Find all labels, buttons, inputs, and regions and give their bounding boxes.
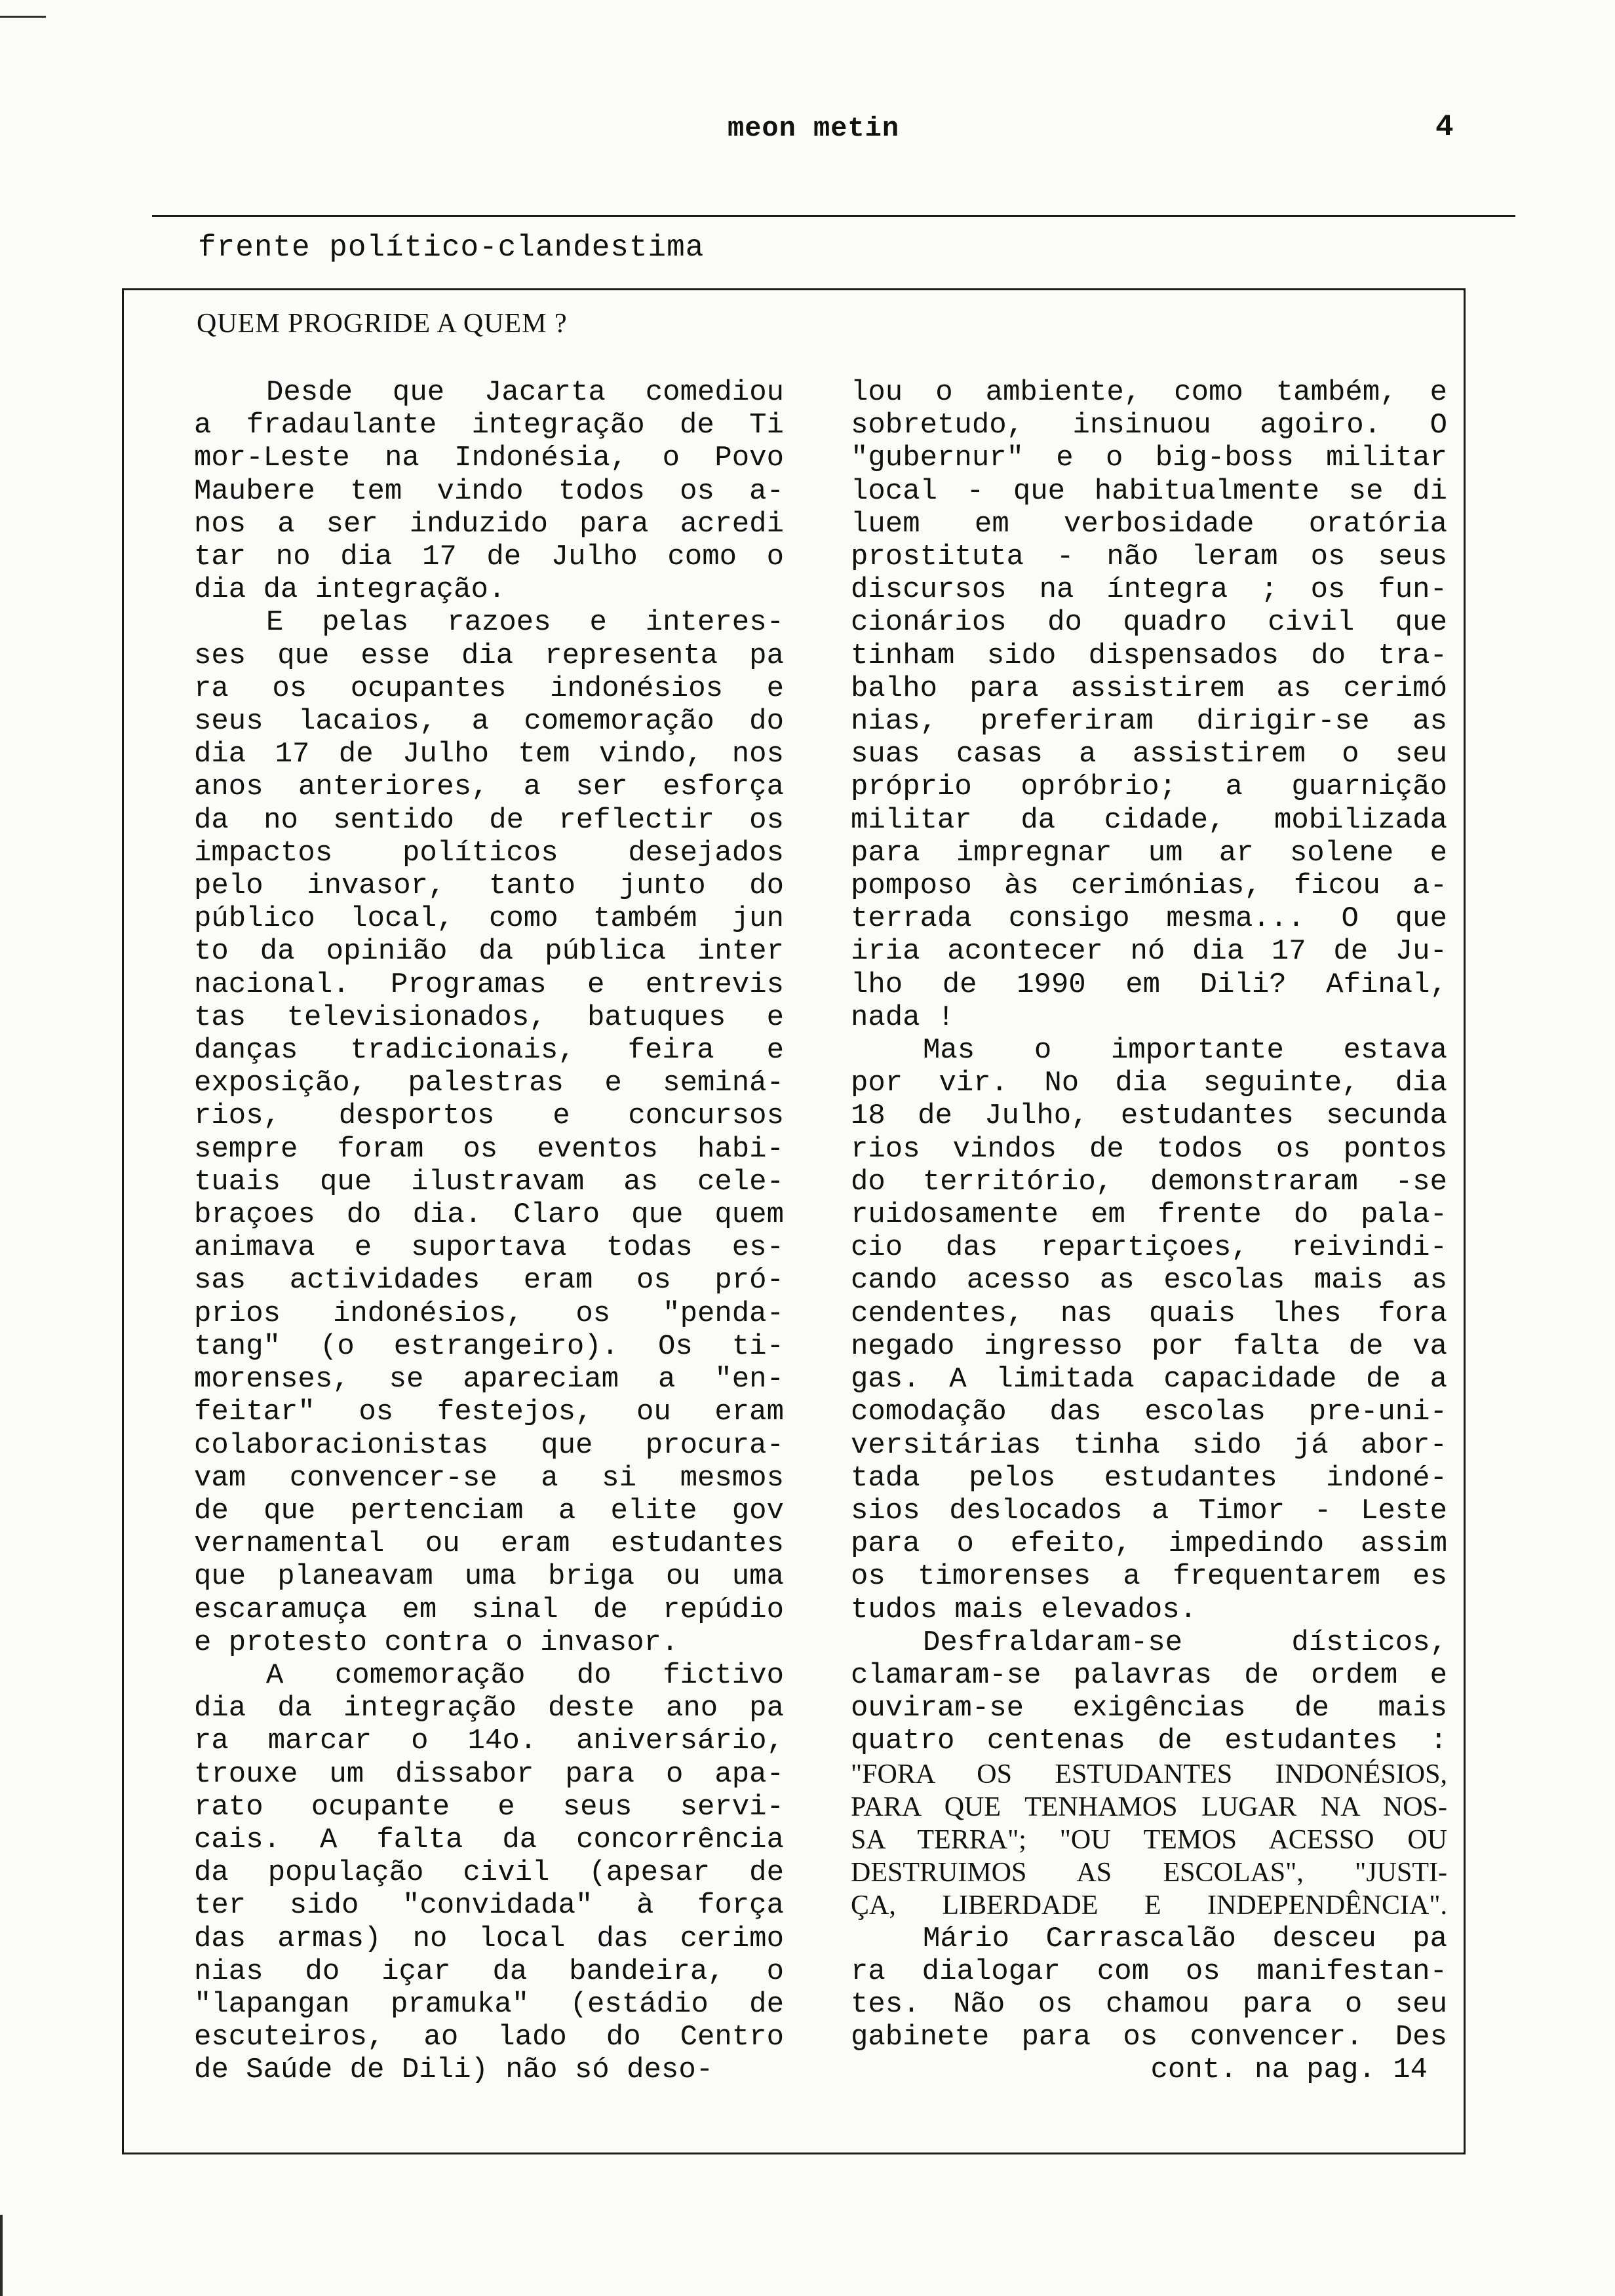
right-column-line: lou o ambiente, como também, e [851,376,1447,409]
right-column-line: negado ingresso por falta de va [851,1330,1447,1363]
right-column-line: por vir. No dia seguinte, dia [851,1067,1447,1100]
right-column-line: para o efeito, impedindo assim [851,1527,1447,1561]
right-column-line: ouviram-se exigências de mais [851,1692,1447,1725]
right-column-line: tes. Não os chamou para o seu [851,1987,1447,2021]
right-column-line: iria acontecer nó dia 17 de Ju- [851,935,1447,968]
left-column-line: nias do içar da bandeira, o [194,1955,784,1988]
left-column-line: escuteiros, ao lado do Centro [194,2021,784,2054]
right-column-line: Desfraldaram-se dísticos, [923,1626,1447,1659]
left-column-line: A comemoração do fictivo [266,1658,784,1692]
right-column-line: cont. na pag. 14 [1150,2054,1428,2087]
left-column-line: prios indonésios, os "penda- [194,1297,784,1330]
left-column-line: tuais que ilustravam as cele- [194,1165,784,1198]
left-column-line: morenses, se apareciam a "en- [194,1363,784,1396]
left-column-line: ter sido "convidada" à força [194,1889,784,1923]
left-column-line: tar no dia 17 de Julho como o [194,541,784,574]
left-column-line: cais. A falta da concorrência [194,1823,784,1856]
section-title: frente político-clandestima [198,231,705,265]
right-column-line: nias, preferiram dirigir-se as [851,705,1447,738]
left-column-line: nacional. Programas e entrevis [194,968,784,1001]
right-column-line: gas. A limitada capacidade de a [851,1363,1447,1396]
left-column-line: E pelas razoes e interes- [266,606,784,640]
left-column-line: tang" (o estrangeiro). Os ti- [194,1330,784,1363]
left-column-line: ra marcar o 14o. aniversário, [194,1725,784,1758]
left-column-line: animava e suportava todas es- [194,1231,784,1265]
right-column-line: tada pelos estudantes indoné- [851,1461,1447,1495]
right-column-line: Mas o importante estava [923,1034,1447,1067]
right-column-line: cio das repartiçoes, reivindi- [851,1231,1447,1265]
right-column-line: militar da cidade, mobilizada [851,803,1447,837]
left-column-line: braçoes do dia. Claro que quem [194,1198,784,1232]
page-number: 4 [1435,110,1454,144]
left-column-line: ses que esse dia representa pa [194,639,784,672]
header-divider [152,215,1515,217]
left-column-line: to da opinião da pública inter [194,935,784,968]
left-column-line: mor-Leste na Indonésia, o Povo [194,442,784,475]
right-column-line: gabinete para os convencer. Des [851,2021,1447,2054]
left-column-line: seus lacaios, a comemoração do [194,705,784,738]
left-column-line: Desde que Jacarta comediou [266,376,784,409]
right-column-line: versitárias tinha sido já abor- [851,1428,1447,1462]
right-column-line: lho de 1990 em Dili? Afinal, [851,968,1447,1001]
right-column-line: Mário Carrascalão desceu pa [923,1922,1447,1955]
right-column-line: ra dialogar com os manifestan- [851,1955,1447,1988]
right-column-line: cionários do quadro civil que [851,606,1447,640]
article-headline: QUEM PROGRIDE A QUEM ? [197,309,568,339]
right-column-line: tudos mais elevados. [851,1593,1197,1626]
left-column-line: exposição, palestras e seminá- [194,1067,784,1100]
right-column-line: ruidosamente em frente do pala- [851,1198,1447,1232]
left-column-line: da no sentido de reflectir os [194,803,784,837]
right-column-line: suas casas a assistirem o seu [851,738,1447,771]
left-column-line: anos anteriores, a ser esforça [194,771,784,804]
left-column-line: dia 17 de Julho tem vindo, nos [194,738,784,771]
left-column-line: ra os ocupantes indonésios e [194,672,784,705]
left-column-line: a fradaulante integração de Ti [194,409,784,442]
right-column-line: comodação das escolas pre-uni- [851,1396,1447,1429]
left-column-line: e protesto contra o invasor. [194,1626,679,1659]
left-column-line: dia da integração. [194,573,506,607]
left-column-line: Maubere tem vindo todos os a- [194,474,784,508]
right-column-line: PARA QUE TENHAMOS LUGAR NA NOS- [851,1791,1447,1822]
left-column-line: danças tradicionais, feira e [194,1034,784,1067]
article-right-column [851,376,1447,2087]
left-column-line: de Saúde de Dili) não só deso- [194,2054,714,2087]
right-column-line: para impregnar um ar solene e [851,836,1447,870]
right-column-line: SA TERRA"; "OU TEMOS ACESSO OU [851,1824,1447,1855]
right-column-line: sobretudo, insinuou agoiro. O [851,409,1447,442]
right-column-line: terrada consigo mesma... O que [851,902,1447,936]
left-column-line: pelo invasor, tanto junto do [194,870,784,903]
left-column-line: feitar" os festejos, ou eram [194,1396,784,1429]
right-column-line: prostituta - não leram os seus [851,541,1447,574]
left-column-line: "lapangan pramuka" (estádio de [194,1987,784,2021]
right-column-line: sios deslocados a Timor - Leste [851,1494,1447,1527]
right-column-line: os timorenses a frequentarem es [851,1560,1447,1594]
right-column-line: clamaram-se palavras de ordem e [851,1658,1447,1692]
left-column-line: rios, desportos e concursos [194,1100,784,1133]
right-column-line: balho para assistirem as cerimó [851,672,1447,705]
left-column-line: sempre foram os eventos habi- [194,1132,784,1166]
left-column-line: vam convencer-se a si mesmos [194,1461,784,1495]
right-column-line: discursos na íntegra ; os fun- [851,573,1447,607]
left-column-line: dia da integração deste ano pa [194,1692,784,1725]
left-column-line: das armas) no local das cerimo [194,1922,784,1955]
right-column-line: cendentes, nas quais lhes fora [851,1297,1447,1330]
left-column-line: impactos políticos desejados [194,836,784,870]
right-column-line: luem em verbosidade oratória [851,507,1447,541]
right-column-line: DESTRUIMOS AS ESCOLAS", "JUSTI- [851,1858,1447,1888]
left-column-line: nos a ser induzido para acredi [194,507,784,541]
left-column-line: sas actividades eram os pró- [194,1264,784,1297]
left-column-line: rato ocupante e seus servi- [194,1790,784,1824]
right-column-line: próprio opróbrio; a guarnição [851,771,1447,804]
left-column-line: da população civil (apesar de [194,1856,784,1890]
right-column-line: rios vindos de todos os pontos [851,1132,1447,1166]
left-column-line: tas televisionados, batuques e [194,1001,784,1034]
article-left-column [194,376,784,2087]
right-column-line: local - que habitualmente se di [851,474,1447,508]
right-column-line: tinham sido dispensados do tra- [851,639,1447,672]
scan-mark-top-left [0,16,46,18]
right-column-line: "gubernur" e o big-boss militar [851,442,1447,475]
right-column-line: quatro centenas de estudantes : [851,1725,1447,1758]
right-column-line: pomposo às cerimónias, ficou a- [851,870,1447,903]
right-column-line: 18 de Julho, estudantes secunda [851,1100,1447,1133]
left-column-line: público local, como também jun [194,902,784,936]
right-column-line: cando acesso as escolas mais as [851,1264,1447,1297]
right-column-line: ÇA, LIBERDADE E INDEPENDÊNCIA". [851,1890,1447,1921]
right-column-line: do território, demonstraram -se [851,1165,1447,1198]
left-column-line: que planeavam uma briga ou uma [194,1560,784,1594]
left-column-line: vernamental ou eram estudantes [194,1527,784,1561]
right-column-line: "FORA OS ESTUDANTES INDONÉSIOS, [851,1759,1447,1789]
left-column-line: escaramuça em sinal de repúdio [194,1593,784,1626]
scan-mark-bottom-left [0,2215,3,2296]
right-column-line: nada ! [851,1001,955,1034]
left-column-line: de que pertenciam a elite gov [194,1494,784,1527]
newsletter-title: meon metin [728,113,900,144]
left-column-line: trouxe um dissabor para o apa- [194,1757,784,1791]
left-column-line: colaboracionistas que procura- [194,1428,784,1462]
